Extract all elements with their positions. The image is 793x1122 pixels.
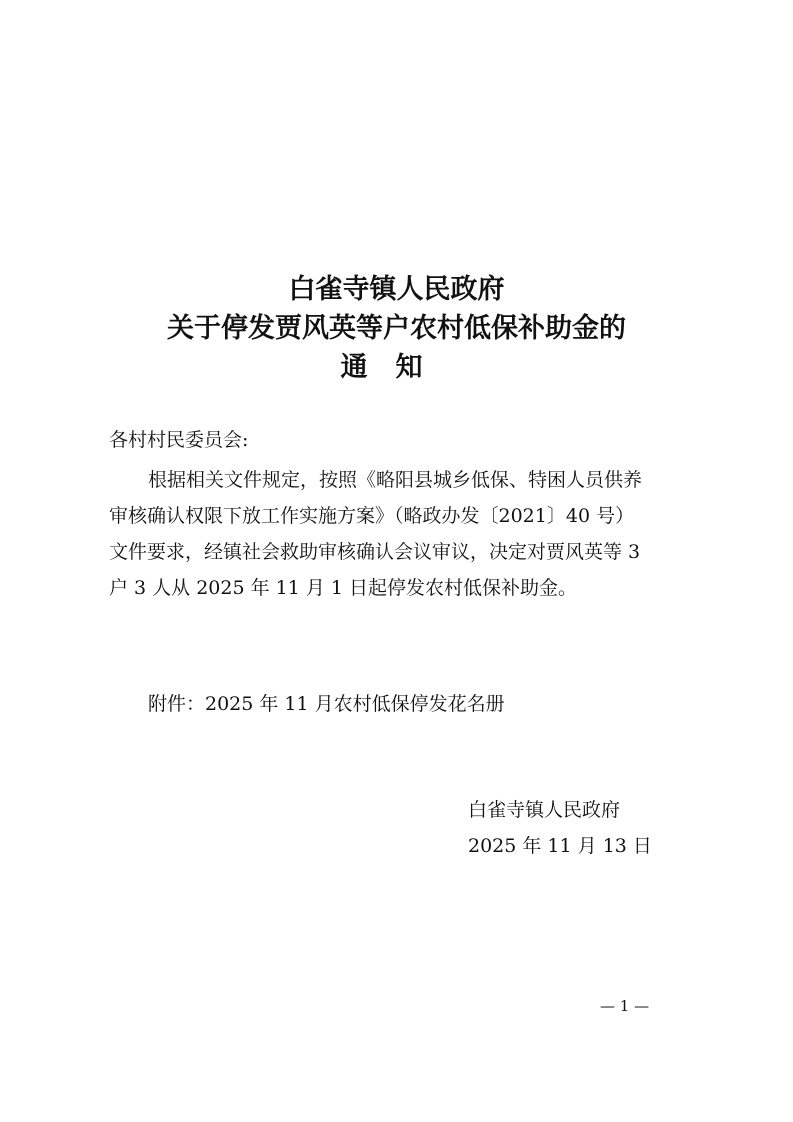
body-line-2: 审核确认权限下放工作实施方案》（略政办发〔2021〕40 号）	[109, 505, 635, 527]
body-line-1: 根据相关文件规定，按照《略阳县城乡低保、特困人员供养	[148, 469, 643, 491]
salutation: 各村村民委员会:	[109, 429, 249, 451]
signature-org: 白雀寺镇人民政府	[468, 799, 621, 821]
signature-block	[468, 792, 652, 864]
title-line-2: 关于停发贾风英等户农村低保补助金的	[167, 313, 626, 344]
body-paragraph	[109, 462, 699, 606]
body-line-3: 文件要求，经镇社会救助审核确认会议审议，决定对贾风英等 3	[109, 541, 641, 563]
body-line-4: 户 3 人从 2025 年 11 月 1 日起停发农村低保补助金。	[109, 577, 578, 599]
title-line-3-part-b: 知	[395, 352, 423, 383]
title-line-1: 白雀寺镇人民政府	[288, 274, 505, 305]
document-title	[0, 270, 793, 387]
signature-date: 2025 年 11 月 13 日	[468, 835, 652, 857]
title-line-3	[0, 348, 793, 387]
attachment-note: 附件：2025 年 11 月农村低保停发花名册	[148, 693, 505, 715]
title-line-3-part-a: 通	[340, 352, 368, 383]
page-number: — 1 —	[600, 997, 650, 1015]
